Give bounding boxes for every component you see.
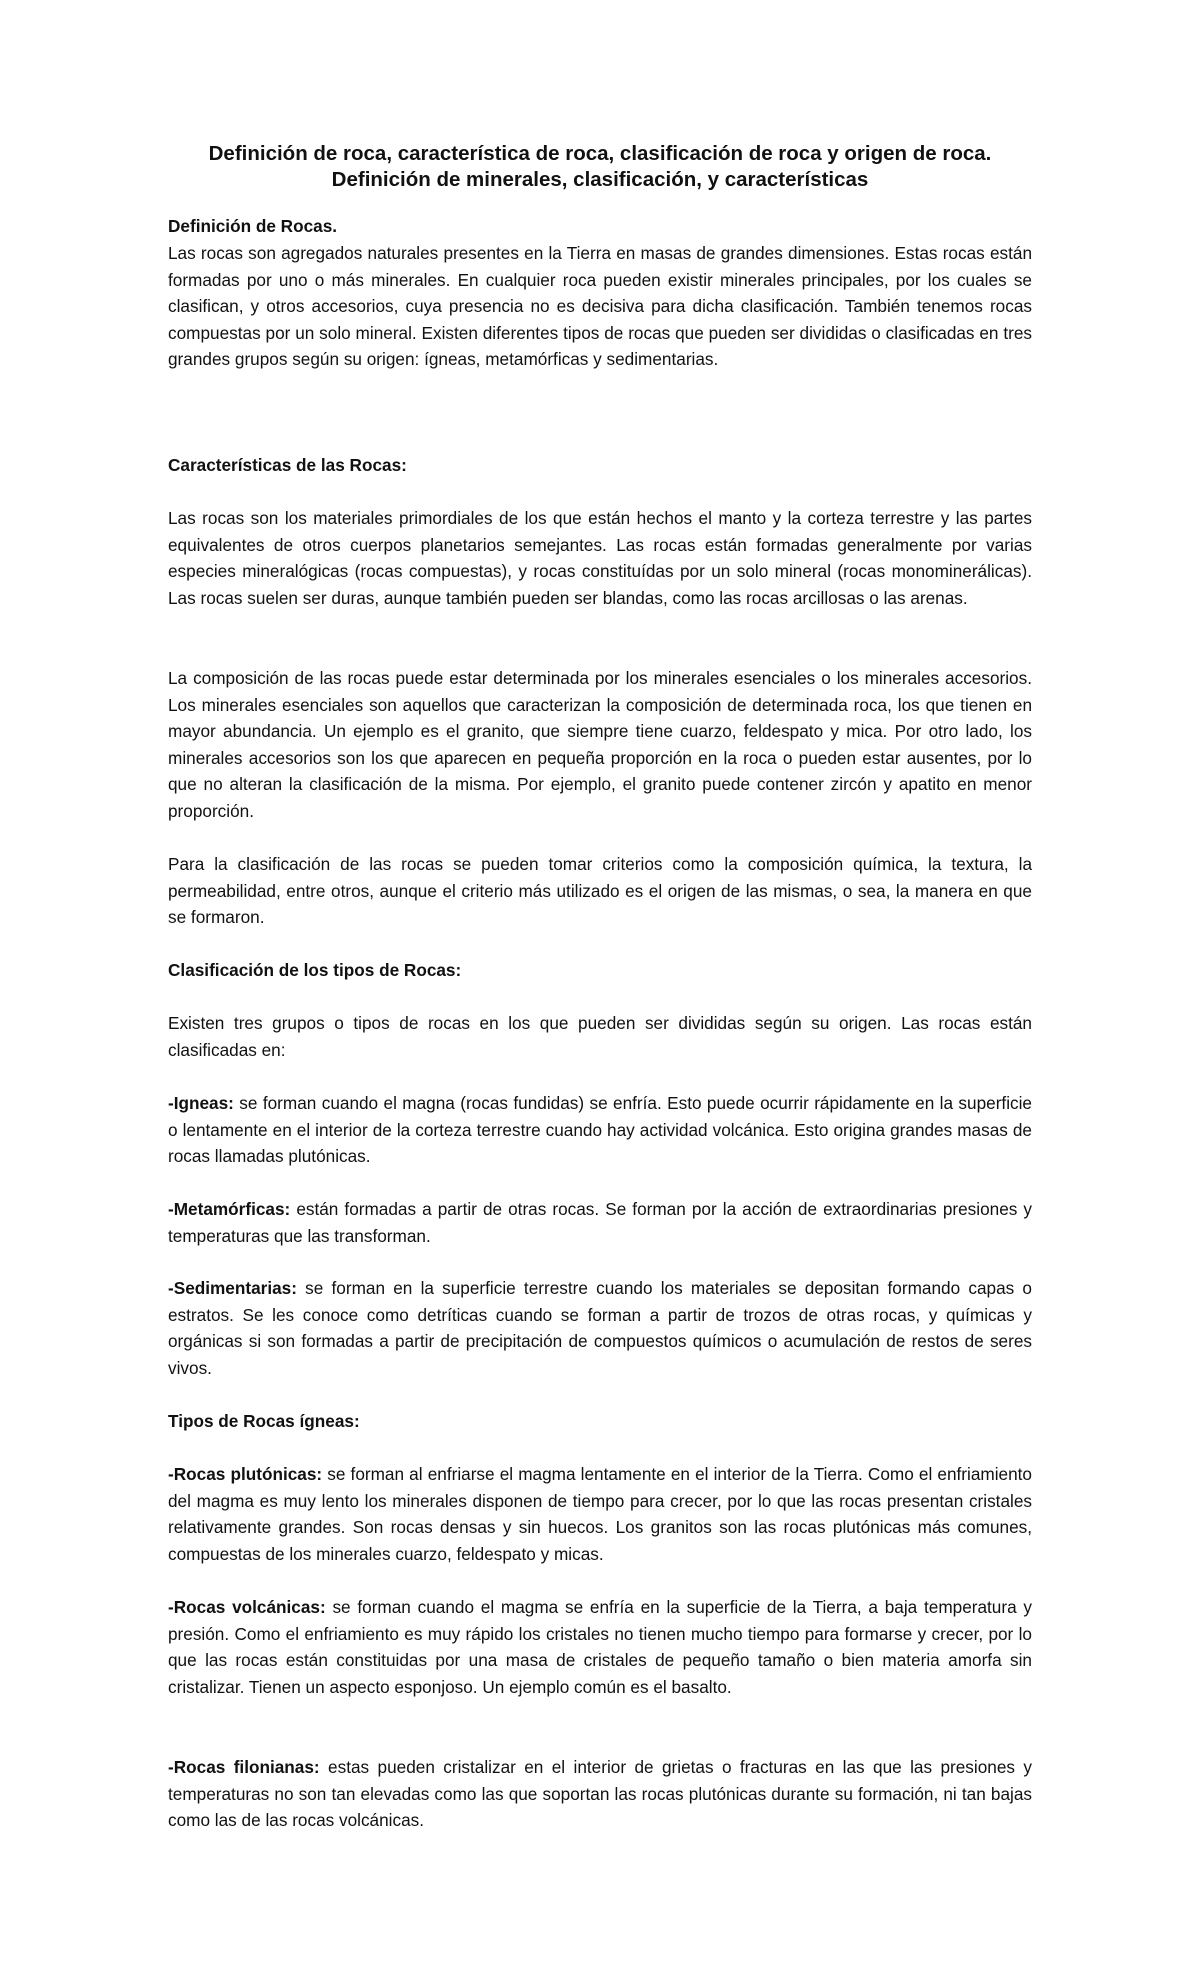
paragraph-caracteristicas-1: Las rocas son los materiales primordiales de los que están hechos el manto y la corteza terrestre y las partes equivalentes de otros cuerpos planetarios semejantes. Las rocas están formadas generalmente por varias especies mineralógicas (rocas compuestas), y rocas constituídas por un solo mineral (rocas monominerálicas). Las rocas suelen ser duras, aunque también pueden ser blandas, como las rocas arcillosas o las arenas. <box>168 508 1032 608</box>
label-volcanicas: -Rocas volcánicas: <box>168 1597 326 1617</box>
text-sedimentarias: se forman en la superficie terrestre cuando los materiales se depositan formando capas o estratos. Se les conoce como detríticas cuando se forman a partir de trozos de otras rocas, y químicas y orgánicas si son formadas a partir de precipitación de compuestos químicos o acumulación de restos de seres vivos. <box>168 1278 1032 1378</box>
label-metamorficas: -Metamórficas: <box>168 1199 291 1219</box>
text-metamorficas: están formadas a partir de otras rocas. Se forman por la acción de extraordinarias presiones y temperaturas que las transforman. <box>168 1199 1032 1246</box>
text-igneas: se forman cuando el magna (rocas fundidas) se enfría. Esto puede ocurrir rápidamente en la superficie o lentamente en el interior de la corteza terrestre cuando hay actividad volcánica. Esto origina grandes masas de rocas llamadas plutónicas. <box>168 1093 1032 1167</box>
label-igneas: -Igneas: <box>168 1093 234 1113</box>
document-title-line-2: Definición de minerales, clasificación, y características <box>331 168 869 191</box>
paragraph-filonianas <box>168 1754 1032 1834</box>
paragraph-igneas <box>168 1090 1032 1170</box>
paragraph-caracteristicas-3: Para la clasificación de las rocas se pueden tomar criterios como la composición química, la textura, la permeabilidad, entre otros, aunque el criterio más utilizado es el origen de las mismas, o sea, la manera en que se formaron. <box>168 854 1032 928</box>
heading-tipos-igneas: Tipos de Rocas ígneas: <box>168 1411 360 1431</box>
paragraph-sedimentarias <box>168 1275 1032 1381</box>
paragraph-clasificacion-intro: Existen tres grupos o tipos de rocas en los que pueden ser divididas según su origen. Las rocas están clasificadas en: <box>168 1013 1032 1060</box>
heading-caracteristicas: Características de las Rocas: <box>168 455 407 475</box>
paragraph-definicion: Las rocas son agregados naturales presentes en la Tierra en masas de grandes dimensiones. Estas rocas están formadas por uno o más minerales. En cualquier roca pueden existir minerales principales, por los cuales se clasifican, y otros accesorios, cuya presencia no es decisiva para dicha clasificación. También tenemos rocas compuestas por un solo mineral. Existen diferentes tipos de rocas que pueden ser divididas o clasificadas en tres grandes grupos según su origen: ígneas, metamórficas y sedimentarias. <box>168 243 1032 370</box>
label-sedimentarias: -Sedimentarias: <box>168 1278 297 1298</box>
heading-definicion: Definición de Rocas. <box>168 216 338 236</box>
paragraph-metamorficas <box>168 1196 1032 1249</box>
label-plutonicas: -Rocas plutónicas: <box>168 1464 323 1484</box>
paragraph-volcanicas <box>168 1594 1032 1700</box>
label-filonianas: -Rocas filonianas: <box>168 1757 320 1777</box>
text-filonianas: estas pueden cristalizar en el interior de grietas o fracturas en las que las presiones y temperaturas no son tan elevadas como las que soportan las rocas plutónicas durante su formación, ni tan bajas como las de las rocas volcánicas. <box>168 1757 1032 1831</box>
paragraph-caracteristicas-2: La composición de las rocas puede estar determinada por los minerales esenciales o los minerales accesorios. Los minerales esenciales son aquellos que caracterizan la composición de determinada roca, los que tienen en mayor abundancia. Un ejemplo es el granito, que siempre tiene cuarzo, feldespato y mica. Por otro lado, los minerales accesorios son los que aparecen en pequeña proporción en la roca o pueden estar ausentes, por lo que no alteran la clasificación de la misma. Por ejemplo, el granito puede contener zircón y apatito en menor proporción. <box>168 668 1032 821</box>
paragraph-plutonicas <box>168 1461 1032 1567</box>
text-volcanicas: se forman cuando el magma se enfría en la superficie de la Tierra, a baja temperatura y presión. Como el enfriamiento es muy rápido los cristales no tienen mucho tiempo para formarse y crecer, por lo que las rocas están constituidas por una masa de cristales de pequeño tamaño o bien materia amorfa sin cristalizar. Tienen un aspecto esponjoso. Un ejemplo común es el basalto. <box>168 1597 1033 1697</box>
document-title-line-1: Definición de roca, característica de roca, clasificación de roca y origen de roca. <box>208 142 992 165</box>
text-plutonicas: se forman al enfriarse el magma lentamente en el interior de la Tierra. Como el enfriamiento del magma es muy lento los minerales disponen de tiempo para crecer, por lo que las rocas presentan cristales relativamente grandes. Son rocas densas y sin huecos. Los granitos son las rocas plutónicas más comunes, compuestas de los minerales cuarzo, feldespato y micas. <box>168 1464 1032 1564</box>
heading-clasificacion: Clasificación de los tipos de Rocas: <box>168 960 462 980</box>
